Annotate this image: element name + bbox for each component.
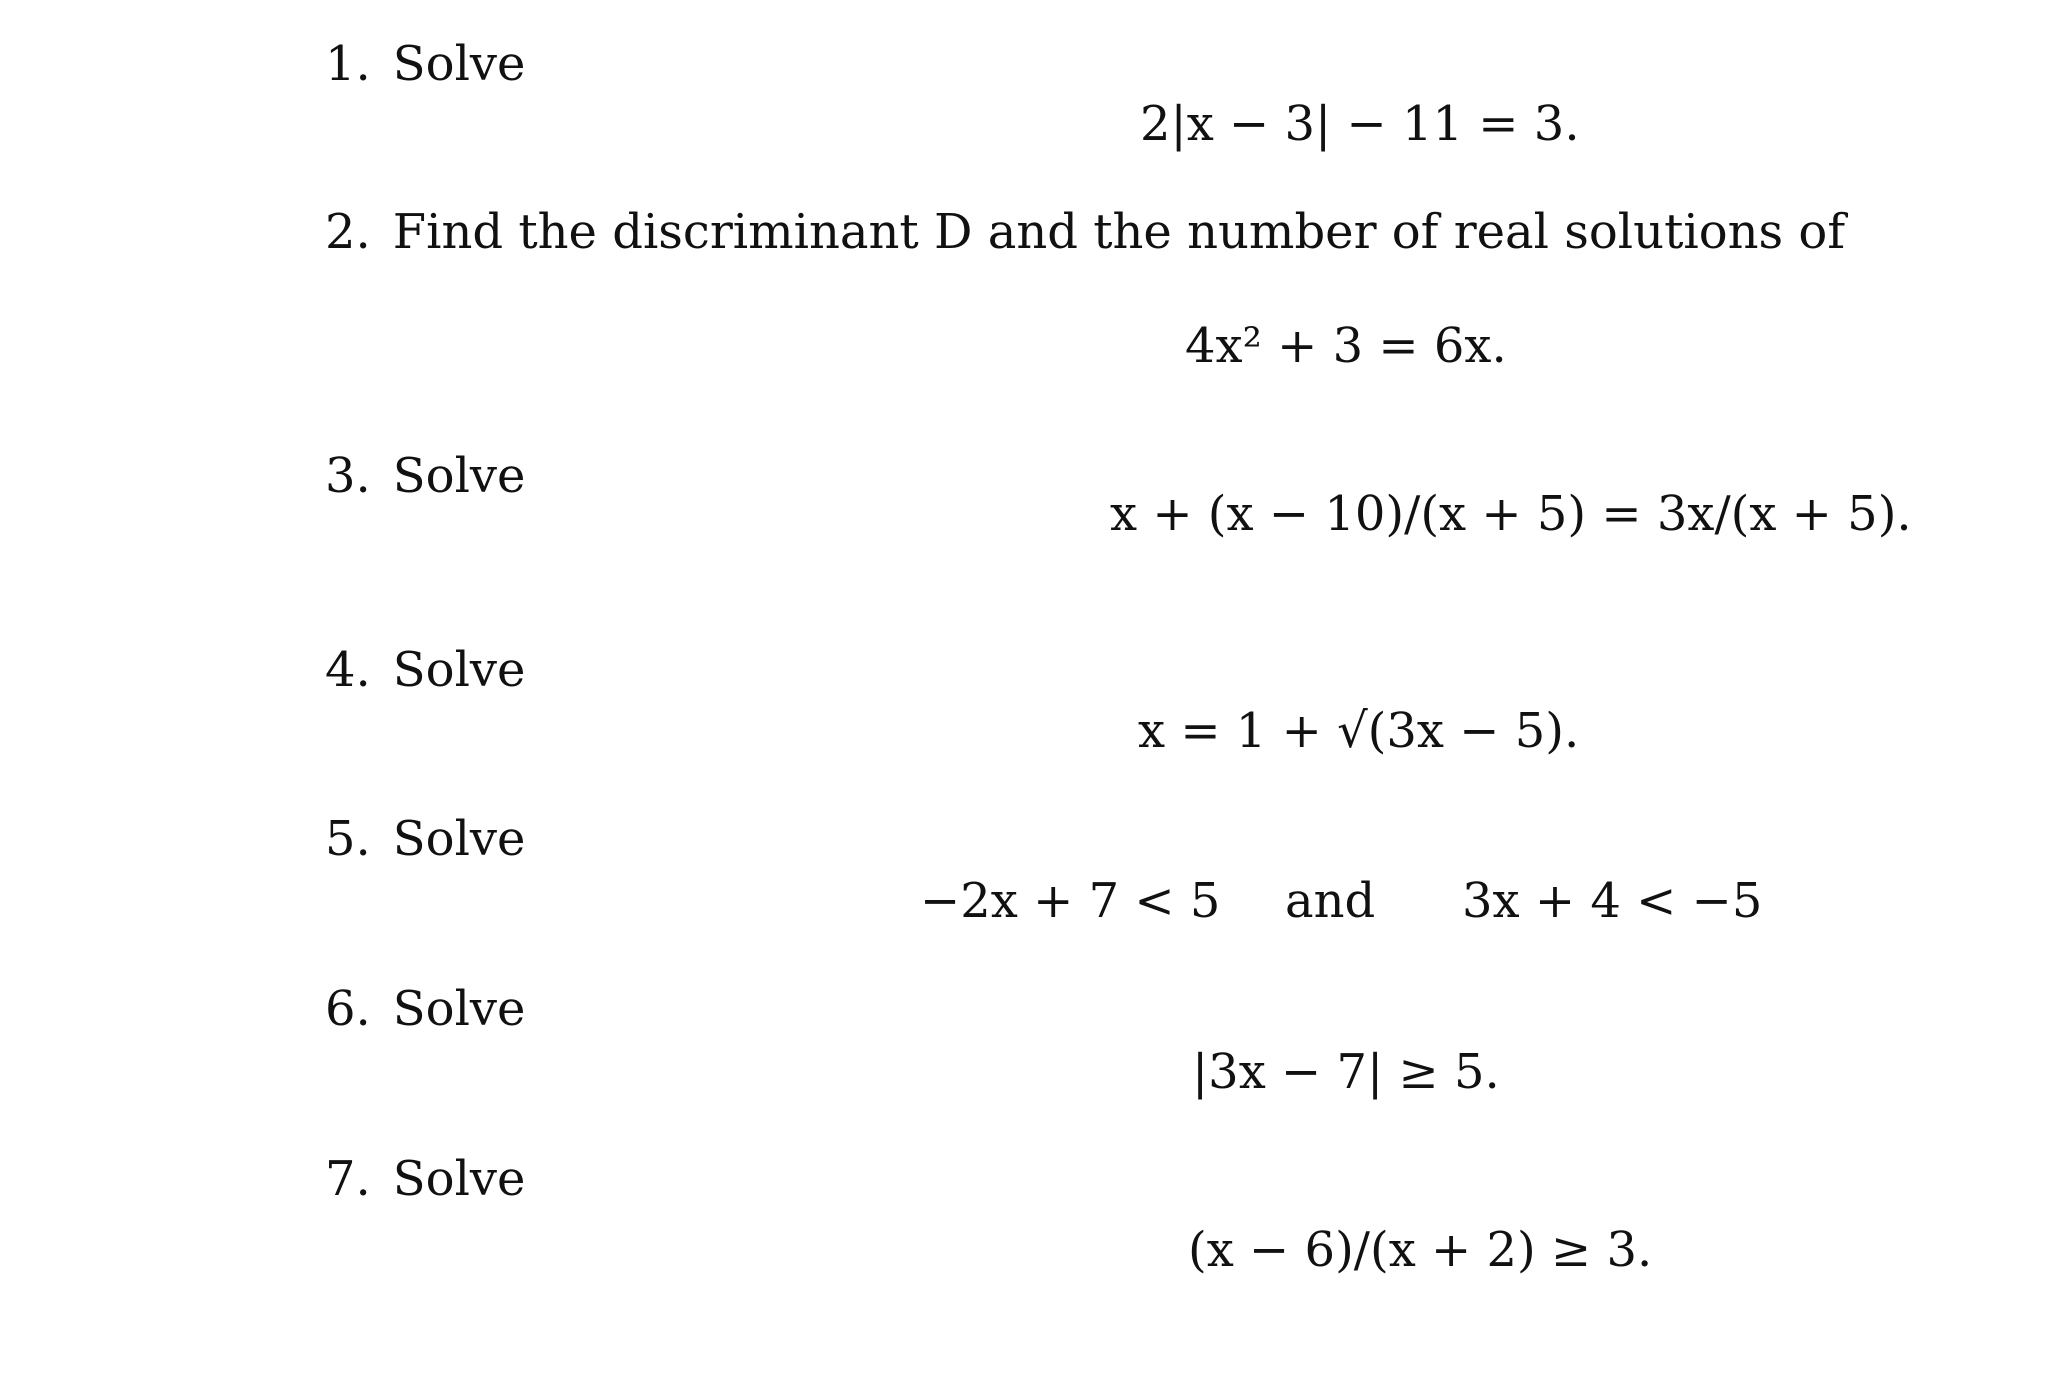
problem-4-equation — [1138, 703, 1580, 759]
problem-2-equation — [1185, 318, 1507, 374]
problem-1-equation — [1140, 96, 1580, 152]
equation-text: |3x − 7| ≥ 5. — [1192, 1044, 1500, 1100]
problem-2-label — [325, 204, 1846, 260]
problem-6-label — [325, 981, 526, 1037]
problem-number: 6. — [325, 981, 371, 1037]
problem-5-left-inequality — [920, 873, 1221, 929]
problem-5-right-inequality — [1462, 873, 1763, 929]
equation-text: x = 1 + √(3x − 5). — [1138, 703, 1580, 759]
problem-6-equation — [1192, 1044, 1500, 1100]
equation-text: x + (x − 10)/(x + 5) = 3x/(x + 5). — [1110, 486, 1912, 542]
equation-text: −2x + 7 < 5 — [920, 873, 1221, 929]
problem-number: 4. — [325, 642, 371, 698]
problem-prompt: Solve — [392, 36, 526, 92]
problem-number: 5. — [325, 811, 371, 867]
equation-text: 3x + 4 < −5 — [1462, 873, 1763, 929]
problem-7-label — [325, 1151, 526, 1207]
problem-7-equation — [1188, 1222, 1653, 1278]
equation-text: 4x² + 3 = 6x. — [1185, 318, 1507, 374]
connector-text: and — [1285, 873, 1376, 929]
problem-number: 2. — [325, 204, 371, 260]
problem-prompt: Solve — [392, 811, 526, 867]
problem-5-connector — [1285, 873, 1376, 929]
problem-4-label — [325, 642, 526, 698]
problem-3-equation — [1110, 486, 1912, 542]
problem-number: 3. — [325, 448, 371, 504]
problem-number: 1. — [325, 36, 371, 92]
problem-prompt: Solve — [392, 1151, 526, 1207]
problem-number: 7. — [325, 1151, 371, 1207]
problem-5-label — [325, 811, 526, 867]
problem-prompt: Solve — [392, 642, 526, 698]
problem-prompt: Solve — [392, 981, 526, 1037]
equation-text: (x − 6)/(x + 2) ≥ 3. — [1188, 1222, 1653, 1278]
problem-1-label — [325, 36, 526, 92]
problem-prompt: Solve — [392, 448, 526, 504]
problem-3-label — [325, 448, 526, 504]
equation-text: 2|x − 3| − 11 = 3. — [1140, 96, 1580, 152]
problem-prompt: Find the discriminant D and the number of real solutions of — [392, 204, 1846, 260]
